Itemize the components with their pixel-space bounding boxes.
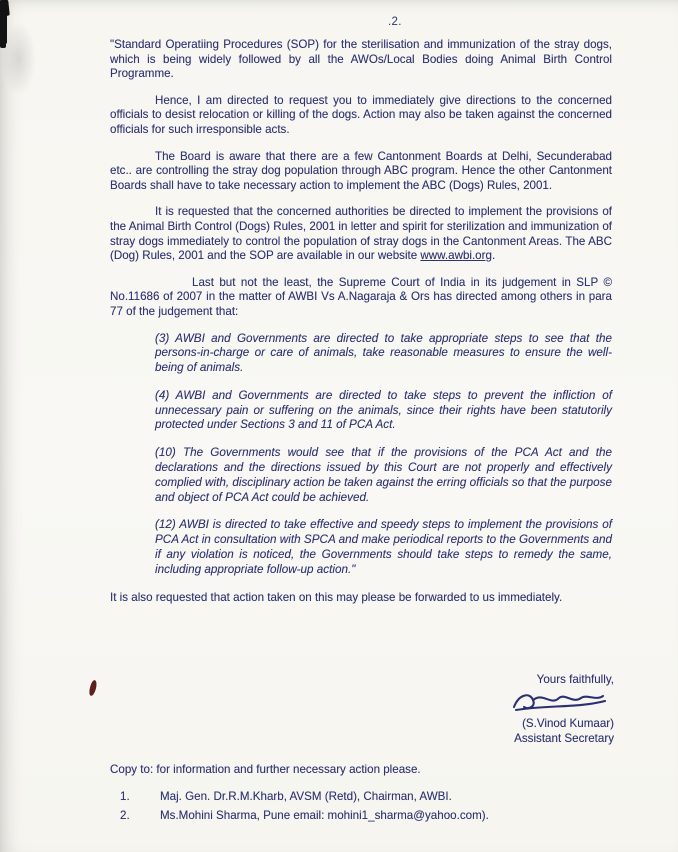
awbi-website-url: www.awbi.org bbox=[420, 249, 492, 263]
paragraph-text: It is requested that the concerned authorities be directed to implement the provisions of the Animal Birth Control (Dogs) Rules, 2001 in letter and spirit for sterilization and immunization of stray dogs immediately to control the population of stray dogs in the Cantonment Areas. The ABC (Dog) Rules, 2001 and the SOP are available in our website bbox=[110, 205, 612, 263]
valediction: Yours faithfully, bbox=[536, 673, 614, 686]
item-text: Maj. Gen. Dr.R.M.Kharb, AVSM (Retd), Chairman, AWBI. bbox=[160, 790, 452, 803]
letter-body bbox=[110, 38, 612, 617]
red-pen-mark bbox=[88, 679, 98, 696]
item-text: Ms.Mohini Sharma, Pune email: mohini1_sharma@yahoo.com). bbox=[160, 809, 489, 822]
scan-artifact bbox=[0, 0, 6, 10]
signatory-title: Assistant Secretary bbox=[514, 732, 614, 745]
closing-line: It is also requested that action taken on this may please be forwarded to us immediately. bbox=[110, 590, 563, 604]
signature-block bbox=[434, 672, 614, 746]
judgement-quote-4: (4) AWBI and Governments are directed to take steps to prevent the infliction of unnecessary pain or suffering on the animals, since their rights have been statutorily protected under Sections 3 and 11 of PCA Act. bbox=[155, 388, 612, 432]
paragraph-sop: "Standard Operatiing Procedures (SOP) for the sterilisation and immunization of the stray dogs, which is being widely followed by all the AWOs/Local Bodies doing Animal Birth Control Programme. bbox=[110, 38, 612, 81]
paragraph-hence: Hence, I am directed to request you to immediately give directions to the concerned officials to desist relocation or killing of the dogs. Action may also be taken against the concerned officials for such irresponsible acts. bbox=[110, 93, 612, 136]
handwritten-signature bbox=[506, 688, 610, 716]
item-number: 2. bbox=[120, 809, 130, 822]
copy-to-section bbox=[110, 762, 612, 827]
signatory-name: (S.Vinod Kumaar) bbox=[522, 717, 614, 730]
item-number: 1. bbox=[120, 790, 130, 803]
paragraph-supreme-court: Last but not the least, the Supreme Court of India in its judgement in SLP © No.11686 of 2007 in the matter of AWBI Vs A.Nagaraja & Ors has directed among others in para 77 of the judgement that: bbox=[110, 275, 612, 318]
copy-to-heading: Copy to: for information and further necessary action please. bbox=[110, 763, 421, 776]
judgement-quote-3: (3) AWBI and Governments are directed to take appropriate steps to see that the persons-in-charge or care of animals, take reasonable measures to ensure the well-being of animals. bbox=[155, 331, 612, 375]
copy-to-item bbox=[110, 789, 612, 804]
paragraph-board: The Board is aware that there are a few Cantonment Boards at Delhi, Secunderabad etc.. are controlling the stray dog population through ABC program. Hence the other Cantonment Boards shall have to take necessary action to implement the ABC (Dogs) Rules, 2001. bbox=[110, 149, 612, 192]
copy-to-item bbox=[110, 808, 612, 823]
scan-smudge bbox=[2, 22, 36, 96]
judgement-quote-12: (12) AWBI is directed to take effective and speedy steps to implement the provisions of PCA Act in consultation with SPCA and make periodical reports to the Governments and if any violation is noticed, the Governments should take steps to remedy the same, including appropriate follow-up action." bbox=[155, 518, 612, 576]
paragraph-text: . bbox=[491, 249, 496, 263]
judgement-quote-10: (10) The Governments would see that if the provisions of the PCA Act and the declarations and the directions issued by this Court are not properly and effectively complied with, disciplinary action be taken against the erring officials so that the purpose and object of PCA Act could be achieved. bbox=[155, 446, 612, 504]
paragraph-requested bbox=[110, 205, 612, 263]
page-number: .2. bbox=[388, 16, 402, 28]
